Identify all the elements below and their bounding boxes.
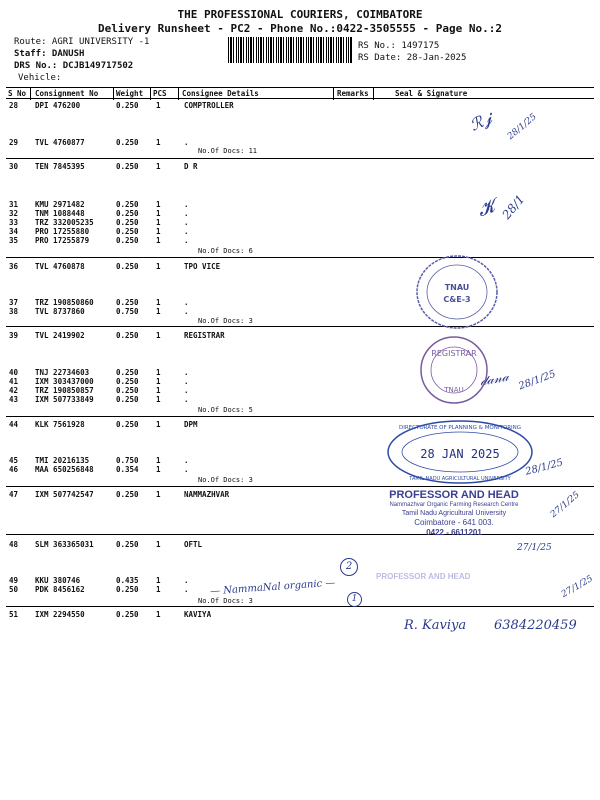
row-pcs: 1: [156, 456, 161, 465]
faded-stamp: PROFESSOR AND HEAD: [376, 572, 471, 581]
row-consignee: .: [184, 585, 189, 594]
row-pcs: 1: [156, 227, 161, 236]
row-consignee: .: [184, 298, 189, 307]
row-pcs: 1: [156, 490, 161, 499]
row-consignment-no: IXM 2294550: [35, 610, 85, 619]
row-consignment-no: IXM 507733849: [35, 395, 94, 404]
col-divider: [113, 87, 114, 100]
row-weight: 0.250: [116, 101, 139, 110]
stamp-line: Coimbatore - 641 003.: [414, 518, 494, 527]
row-consignee: .: [184, 465, 189, 474]
route-label: Route: AGRI UNIVERSITY -1: [14, 37, 150, 47]
row-weight: 0.250: [116, 209, 139, 218]
stamp-date: 28 JAN 2025: [420, 447, 500, 461]
row-pcs: 1: [156, 138, 161, 147]
row-consignment-no: TEN 7845395: [35, 162, 85, 171]
col-header-weight: Weight: [116, 89, 144, 98]
stamp-text: TNAU: [444, 386, 464, 394]
row-weight: 0.250: [116, 490, 139, 499]
stamp-text: DIRECTORATE OF PLANNING & MONITORING: [398, 425, 522, 431]
stamp-line: Nammazhvar Organic Farming Research Centre: [389, 502, 519, 508]
stamp-text: TNAU: [444, 283, 470, 292]
row-consignee: .: [184, 395, 189, 404]
stamp-text: REGISTRAR: [431, 349, 477, 358]
stamp-text: C&E-3: [443, 295, 471, 304]
row-weight: 0.250: [116, 298, 139, 307]
doc-count: No.Of Docs: 3: [198, 317, 253, 325]
row-weight: 0.250: [116, 236, 139, 245]
row-pcs: 1: [156, 386, 161, 395]
col-header-consignee: Consignee Details: [182, 89, 259, 98]
group-divider: [6, 158, 594, 159]
col-divider: [150, 87, 151, 100]
row-pcs: 1: [156, 377, 161, 386]
row-consignment-no: TRZ 332005235: [35, 218, 94, 227]
row-pcs: 1: [156, 420, 161, 429]
row-consignment-no: IXM 507742547: [35, 490, 94, 499]
recipient-name: R. Kaviya: [404, 618, 467, 633]
row-sno: 48: [9, 540, 19, 549]
row-consignee: .: [184, 368, 189, 377]
row-consignee: .: [184, 138, 189, 147]
row-consignee: DPM: [184, 420, 198, 429]
row-sno: 44: [9, 420, 19, 429]
col-divider: [30, 87, 31, 100]
row-consignment-no: MAA 650256848: [35, 465, 94, 474]
row-pcs: 1: [156, 200, 161, 209]
signature-date: 28/1/25: [524, 457, 565, 478]
row-consignment-no: KKU 380746: [35, 576, 81, 585]
drs-number: DRS No.: DCJB149717502: [14, 61, 134, 71]
col-header-remarks: Remarks: [337, 89, 369, 98]
registrar-stamp: [418, 334, 490, 406]
row-consignment-no: TVL 8737860: [35, 307, 85, 316]
row-pcs: 1: [156, 395, 161, 404]
row-consignment-no: DPI 476200: [35, 101, 81, 110]
runsheet-subtitle: Delivery Runsheet - PC2 - Phone No.:0422-3505555 - Page No.:2: [98, 22, 502, 35]
row-pcs: 1: [156, 101, 161, 110]
signature: ℛ𝓳: [466, 108, 496, 135]
row-consignment-no: TRZ 190850857: [35, 386, 94, 395]
row-consignee: .: [184, 576, 189, 585]
circled-number: 1: [347, 592, 362, 607]
row-weight: 0.250: [116, 585, 139, 594]
col-divider: [178, 87, 179, 100]
row-sno: 31: [9, 200, 19, 209]
rs-number: RS No.: 1497175: [358, 41, 440, 51]
group-divider: [6, 486, 594, 487]
row-sno: 47: [9, 490, 19, 499]
signature: 𝓚: [474, 195, 498, 222]
row-consignment-no: SLM 363365031: [35, 540, 94, 549]
row-sno: 49: [9, 576, 19, 585]
row-consignment-no: TNJ 22734603: [35, 368, 90, 377]
row-consignee: .: [184, 200, 189, 209]
row-consignment-no: TVL 2419902: [35, 331, 85, 340]
row-weight: 0.250: [116, 368, 139, 377]
row-sno: 40: [9, 368, 19, 377]
row-sno: 28: [9, 101, 19, 110]
row-weight: 0.250: [116, 227, 139, 236]
row-sno: 43: [9, 395, 19, 404]
row-sno: 34: [9, 227, 19, 236]
group-divider: [6, 257, 594, 258]
row-consignment-no: PRO 17255880: [35, 227, 90, 236]
row-sno: 46: [9, 465, 19, 474]
row-weight: 0.250: [116, 331, 139, 340]
row-consignee: KAVIYA: [184, 610, 212, 619]
col-header-sno: S No: [8, 89, 27, 98]
signature-date: 27/1/25: [559, 573, 595, 601]
table-top-rule: [6, 87, 594, 88]
doc-count: No.Of Docs: 6: [198, 247, 253, 255]
col-divider: [373, 87, 374, 100]
row-sno: 37: [9, 298, 19, 307]
row-weight: 0.435: [116, 576, 139, 585]
col-header-consignment: Consignment No: [35, 89, 99, 98]
header-bottom-rule: [6, 98, 594, 99]
row-consignee: .: [184, 307, 189, 316]
row-consignment-no: TVL 4760878: [35, 262, 85, 271]
group-divider: [6, 606, 594, 607]
row-weight: 0.250: [116, 420, 139, 429]
signature-date: 28/1/25: [505, 112, 539, 142]
doc-count: No.Of Docs: 5: [198, 406, 253, 414]
signature: 𝒹𝒶𝓃𝒶: [478, 369, 510, 390]
staff-label: Staff: DANUSH: [14, 49, 85, 59]
row-weight: 0.354: [116, 465, 139, 474]
doc-count: No.Of Docs: 3: [198, 476, 253, 484]
row-weight: 0.750: [116, 307, 139, 316]
group-divider: [6, 416, 594, 417]
circled-number: 2: [340, 558, 358, 576]
row-consignee: TPO VICE: [184, 262, 221, 271]
rs-date: RS Date: 28-Jan-2025: [358, 53, 467, 63]
row-consignment-no: PDK 8456162: [35, 585, 85, 594]
row-sno: 36: [9, 262, 19, 271]
row-sno: 39: [9, 331, 19, 340]
signature-date: 27/1/25: [517, 543, 552, 553]
row-pcs: 1: [156, 162, 161, 171]
stamp-line: 0422 - 6611201: [426, 528, 482, 537]
row-weight: 0.250: [116, 218, 139, 227]
row-weight: 0.250: [116, 138, 139, 147]
signature-date: 28/1: [499, 192, 528, 222]
row-pcs: 1: [156, 331, 161, 340]
row-weight: 0.750: [116, 456, 139, 465]
row-pcs: 1: [156, 298, 161, 307]
row-sno: 51: [9, 610, 19, 619]
row-consignee: .: [184, 218, 189, 227]
row-sno: 45: [9, 456, 19, 465]
row-consignment-no: KLK 7561928: [35, 420, 85, 429]
row-consignee: .: [184, 236, 189, 245]
row-pcs: 1: [156, 585, 161, 594]
row-consignee: .: [184, 209, 189, 218]
stamp-text: TAMIL NADU AGRICULTURAL UNIVERSITY: [409, 476, 511, 482]
stamp-line: Tamil Nadu Agricultural University: [401, 510, 507, 517]
group-divider: [6, 326, 594, 327]
row-weight: 0.250: [116, 377, 139, 386]
row-sno: 50: [9, 585, 19, 594]
row-pcs: 1: [156, 540, 161, 549]
row-weight: 0.250: [116, 610, 139, 619]
row-pcs: 1: [156, 576, 161, 585]
col-divider: [333, 87, 334, 100]
row-consignment-no: TMI 20216135: [35, 456, 90, 465]
signature-date: 28/1/25: [517, 368, 558, 393]
col-header-seal: Seal & Signature: [395, 89, 468, 98]
row-weight: 0.250: [116, 162, 139, 171]
row-consignment-no: PRO 17255879: [35, 236, 90, 245]
row-consignee: D R: [184, 162, 198, 171]
row-weight: 0.250: [116, 540, 139, 549]
row-consignee: NAMMAZHVAR: [184, 490, 230, 499]
row-consignment-no: IXM 303437000: [35, 377, 94, 386]
dpm-date-stamp: [385, 418, 535, 486]
row-consignee: .: [184, 386, 189, 395]
row-sno: 29: [9, 138, 19, 147]
row-weight: 0.250: [116, 395, 139, 404]
row-sno: 33: [9, 218, 19, 227]
doc-count: No.Of Docs: 3: [198, 597, 253, 605]
stamp-title: PROFESSOR AND HEAD: [389, 489, 519, 501]
company-title: THE PROFESSIONAL COURIERS, COIMBATORE: [177, 8, 423, 21]
row-pcs: 1: [156, 209, 161, 218]
row-pcs: 1: [156, 465, 161, 474]
row-sno: 32: [9, 209, 19, 218]
signature-date: 27/1/25: [548, 490, 582, 520]
row-sno: 41: [9, 377, 19, 386]
row-pcs: 1: [156, 610, 161, 619]
row-consignee: .: [184, 377, 189, 386]
recipient-phone: 6384220459: [494, 618, 577, 633]
professor-stamp: [374, 489, 534, 538]
row-consignment-no: TVL 4760877: [35, 138, 85, 147]
vehicle-label: Vehicle:: [18, 73, 62, 83]
row-sno: 30: [9, 162, 19, 171]
row-weight: 0.250: [116, 262, 139, 271]
handwritten-note: — NammaNal organic —: [209, 577, 336, 598]
row-consignment-no: TRZ 190850860: [35, 298, 94, 307]
row-consignment-no: TNM 1088448: [35, 209, 85, 218]
row-pcs: 1: [156, 368, 161, 377]
row-consignee: REGISTRAR: [184, 331, 225, 340]
row-sno: 42: [9, 386, 19, 395]
row-pcs: 1: [156, 307, 161, 316]
barcode: [228, 37, 352, 63]
row-consignee: .: [184, 456, 189, 465]
row-consignment-no: KMU 2971482: [35, 200, 85, 209]
row-consignee: COMPTROLLER: [184, 101, 234, 110]
row-consignee: .: [184, 227, 189, 236]
row-pcs: 1: [156, 262, 161, 271]
row-consignee: OFTL: [184, 540, 203, 549]
row-pcs: 1: [156, 218, 161, 227]
col-header-pcs: PCS: [153, 89, 167, 98]
row-weight: 0.250: [116, 386, 139, 395]
row-sno: 38: [9, 307, 19, 316]
row-sno: 35: [9, 236, 19, 245]
tnau-circle-stamp: [412, 252, 502, 332]
row-pcs: 1: [156, 236, 161, 245]
doc-count: No.Of Docs: 11: [198, 147, 258, 155]
row-weight: 0.250: [116, 200, 139, 209]
